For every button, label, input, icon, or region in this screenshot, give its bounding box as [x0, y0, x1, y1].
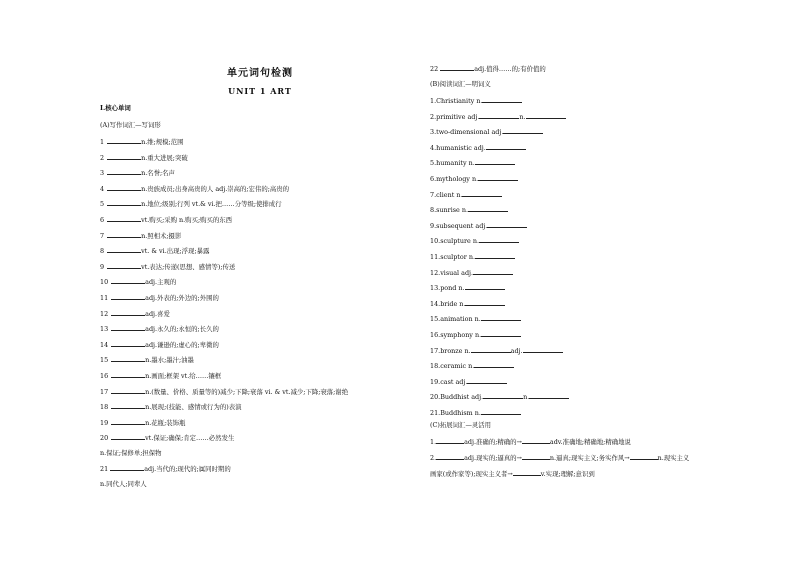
- item-word: animation: [440, 315, 473, 324]
- item-number: 4: [100, 184, 105, 193]
- right-item-21: 21.Buddhism n.: [430, 408, 521, 417]
- item-number: 15: [430, 315, 439, 324]
- answer-blank[interactable]: [111, 387, 145, 394]
- item-number: 11: [100, 294, 109, 302]
- right-item-20: 20.Buddhist adj. n.: [430, 392, 569, 401]
- item-definition: n.照相术;摄影: [141, 231, 182, 240]
- item-number: 7: [430, 190, 435, 199]
- part-of-speech: n.: [474, 409, 481, 417]
- answer-blank[interactable]: [465, 283, 505, 290]
- item-number: 1: [100, 138, 105, 146]
- answer-blank[interactable]: [478, 174, 518, 181]
- item-word: bride: [440, 299, 458, 308]
- item-number: 2: [100, 153, 105, 162]
- item-definition: adj.谦逊的;虚心的;卑微的: [145, 340, 219, 349]
- answer-blank[interactable]: [107, 262, 141, 269]
- item-definition: adj.准确的;精确的→: [464, 438, 522, 446]
- right-item-19: 19.cast adj.: [430, 377, 507, 386]
- item-number: 12: [100, 309, 109, 318]
- subsection-writing: (A)写作词汇—写词形: [100, 121, 161, 129]
- left-item-4: [100, 184, 289, 193]
- right-item-14: 14.bride n.: [430, 299, 505, 308]
- right-item-3: 3.two-dimensional adj.: [430, 127, 543, 136]
- item-number: 7: [100, 231, 105, 240]
- extension-item-2: 2. adj.现实的;逼真的→ n.逼真;现实主义;务实作风→ n.现实主义: [430, 454, 690, 462]
- item-word: client: [436, 190, 455, 199]
- part-of-speech: n.: [468, 159, 475, 168]
- left-item-1: [100, 137, 184, 146]
- item-word: cast: [440, 377, 454, 386]
- answer-blank[interactable]: [474, 361, 514, 368]
- answer-blank[interactable]: [483, 392, 523, 399]
- answer-blank[interactable]: [107, 231, 141, 238]
- item-number: 14: [100, 340, 109, 349]
- answer-blank[interactable]: [481, 330, 521, 337]
- item-number: 6: [100, 216, 105, 224]
- left-item-8: [100, 246, 209, 255]
- left-item-13: [100, 324, 219, 333]
- answer-blank[interactable]: [107, 153, 141, 160]
- left-item-14: [100, 340, 219, 349]
- item-number: 9: [100, 262, 105, 271]
- item-number: 17: [430, 346, 439, 355]
- answer-blank[interactable]: [479, 236, 519, 243]
- right-item-8: 8.sunrise n.: [430, 205, 508, 214]
- part-of-speech: adj.: [461, 268, 474, 277]
- answer-blank[interactable]: [522, 437, 550, 444]
- item-word: sunrise: [436, 206, 460, 215]
- item-definition: n.名誉;名声: [141, 169, 175, 178]
- right-item-1: 1.Christianity n.: [430, 96, 522, 105]
- left-item-11: [100, 293, 219, 302]
- item-number: 1: [430, 438, 435, 446]
- right-item-17: 17.bronze n. adj.: [430, 346, 563, 355]
- answer-blank[interactable]: [462, 190, 502, 197]
- answer-blank[interactable]: [111, 293, 145, 300]
- right-item-7: 7.client n.: [430, 190, 502, 199]
- right-item-18: 18.ceramic n.: [430, 361, 514, 370]
- item-number: 14: [430, 299, 439, 308]
- answer-blank[interactable]: [475, 252, 515, 259]
- left-item-9: [100, 262, 235, 271]
- left-item-2: [100, 153, 188, 162]
- item-number: 19: [430, 377, 439, 386]
- answer-blank[interactable]: [468, 205, 508, 212]
- item-word: sculpture: [440, 237, 471, 246]
- item-number: 11: [430, 253, 439, 261]
- answer-blank[interactable]: [107, 184, 141, 191]
- item-definition: n.重大进展;突破: [141, 153, 188, 162]
- answer-blank[interactable]: [107, 168, 141, 175]
- item-number: 16: [100, 372, 109, 380]
- item-number: 12: [430, 268, 439, 277]
- answer-blank[interactable]: [111, 433, 145, 440]
- answer-blank[interactable]: [467, 377, 507, 384]
- right-item-15: 15.animation n.: [430, 314, 521, 323]
- part-of-speech: adj.: [491, 128, 504, 137]
- part-of-speech: adj.: [471, 393, 484, 402]
- item-number: 10: [430, 237, 439, 246]
- item-definition: adj.值得……的;有价值的: [474, 65, 546, 73]
- answer-blank[interactable]: [529, 392, 569, 399]
- left-item-6: [100, 215, 232, 224]
- answer-blank[interactable]: [111, 324, 145, 331]
- answer-blank[interactable]: [107, 137, 141, 144]
- item-definition: n.贵族成员;出身高贵的人 adj.崇高的;宏伟的;高贵的: [141, 184, 290, 193]
- item-word: subsequent: [436, 221, 474, 230]
- right-item-2: 2.primitive adj. n.: [430, 112, 566, 121]
- left-item-16: [100, 371, 221, 380]
- part-of-speech: n.: [523, 393, 530, 402]
- answer-blank[interactable]: [111, 309, 145, 316]
- right-item-10: 10.sculpture n.: [430, 236, 519, 245]
- answer-blank[interactable]: [111, 402, 145, 409]
- answer-blank[interactable]: [503, 127, 543, 134]
- item-definition: n.花瓶;装饰瓶: [145, 418, 186, 427]
- item20-continued: n.保证;保修单;担保物: [100, 449, 162, 457]
- item-number: 22: [430, 65, 439, 73]
- part-of-speech: n.: [476, 97, 483, 105]
- extension-item-1: 1. adj.准确的;精确的→ adv.准确地;精确地;精确地说: [430, 438, 631, 446]
- answer-blank[interactable]: [111, 418, 145, 425]
- left-item-19: [100, 418, 185, 427]
- left-item-3: [100, 168, 175, 177]
- right-item-5: 5.humanity n.: [430, 158, 515, 167]
- answer-blank[interactable]: [481, 408, 521, 415]
- item-word: ceramic: [440, 362, 467, 371]
- answer-blank[interactable]: [111, 355, 145, 362]
- item-definition: n.画面;框架 vt.给……镶框: [145, 372, 222, 380]
- answer-blank[interactable]: [630, 453, 658, 460]
- item-definition: n.现实主义: [657, 454, 690, 462]
- right-item-4: 4.humanistic adj.: [430, 143, 526, 152]
- item-number: 2: [430, 112, 435, 121]
- right-item-6: 6.mythology n.: [430, 174, 518, 183]
- part-of-speech: n.: [472, 237, 480, 246]
- item-number: 5: [430, 159, 435, 168]
- item-number: 3: [100, 169, 105, 178]
- item-definition: n.(数量、价格、质量等的)减少;下降;衰落 vi. & vt.减少;下降;衰落;谢绝: [145, 387, 349, 396]
- item-number: 3: [430, 128, 435, 137]
- item-definition: n.地位;级别;行列 vt.& vi.把……分等级;使排成行: [141, 200, 282, 209]
- item-number: 8: [100, 247, 105, 256]
- part-of-speech: n.: [458, 284, 465, 293]
- item-word: primitive: [436, 112, 466, 121]
- answer-blank[interactable]: [526, 112, 566, 119]
- answer-blank[interactable]: [523, 346, 563, 353]
- part-of-speech: n.: [474, 315, 481, 324]
- part-of-speech: n.: [471, 175, 479, 183]
- item-word: two-dimensional: [436, 128, 490, 137]
- item-definition: vt.表达;传递(思想、感情等);传送: [141, 262, 236, 271]
- answer-blank[interactable]: [111, 371, 145, 378]
- item-definition: vt. & vi.出现;浮现;暴露: [141, 247, 210, 256]
- item-word: humanity: [436, 159, 467, 168]
- item-number: 20: [430, 393, 439, 402]
- left-item-7: [100, 231, 181, 240]
- right-item-16: 16.symphony n.: [430, 330, 521, 339]
- extension-item-2-continued: [430, 469, 595, 478]
- item-definition: 画家(或作家等);现实主义者→: [430, 470, 513, 478]
- item-number: 13: [100, 325, 109, 334]
- item-number: 15: [100, 356, 109, 365]
- answer-blank[interactable]: [513, 469, 541, 476]
- part-of-speech: n.: [459, 299, 466, 308]
- left-item-5: [100, 199, 282, 208]
- part-of-speech: n.: [474, 331, 482, 339]
- item-word: visual: [440, 268, 460, 277]
- item-number: 21: [100, 465, 109, 473]
- answer-blank[interactable]: [522, 453, 550, 460]
- item-number: 18: [100, 403, 109, 412]
- answer-blank[interactable]: [487, 221, 527, 228]
- item-word: humanistic: [436, 143, 472, 152]
- subsection-extension: (C)拓展词汇—灵活用: [430, 421, 492, 429]
- item-definition: v.实现;理解;意识到: [540, 470, 595, 478]
- answer-blank[interactable]: [465, 299, 505, 306]
- part-of-speech: n.: [468, 362, 475, 371]
- item-word: pond: [440, 284, 457, 293]
- item-number: 5: [100, 200, 105, 209]
- left-item-20: [100, 433, 234, 442]
- item-word: bronze: [440, 346, 463, 355]
- answer-blank[interactable]: [482, 96, 522, 103]
- part-of-speech: adj.: [467, 112, 480, 121]
- right-item-11: 11.sculptor n.: [430, 252, 515, 261]
- part-of-speech: n.: [468, 253, 475, 261]
- left-item-12: [100, 309, 170, 318]
- answer-blank[interactable]: [110, 464, 144, 471]
- left-item-17: [100, 387, 348, 396]
- item-definition: adj.永久的;永恒的;长久的: [145, 325, 219, 334]
- answer-blank[interactable]: [107, 246, 141, 253]
- item-definition: adj.喜爱: [145, 309, 170, 318]
- item-word: sculptor: [440, 253, 467, 261]
- item-definition: n.维;规模;范围: [141, 138, 184, 146]
- subsection-reading: (B)阅读词汇—明词义: [430, 80, 491, 88]
- item-definition: adj.主观的: [145, 278, 177, 287]
- item-number: 19: [100, 418, 109, 427]
- item-definition: adj.现实的;逼真的→: [464, 454, 522, 462]
- answer-blank[interactable]: [486, 143, 526, 150]
- item-definition: vt.保证;确保;肯定……必然发生: [145, 434, 235, 443]
- answer-blank[interactable]: [111, 277, 145, 284]
- item-number: 8: [430, 206, 435, 215]
- item-number: 13: [430, 284, 439, 293]
- answer-blank[interactable]: [111, 340, 145, 347]
- part-of-speech: adj.: [473, 143, 486, 152]
- part-of-speech: adj.: [455, 377, 468, 386]
- page-title: 单元词句检测: [227, 68, 293, 79]
- answer-blank[interactable]: [473, 268, 513, 275]
- item-word: Buddhist: [440, 393, 470, 402]
- answer-blank[interactable]: [107, 215, 141, 222]
- part-of-speech: n.: [519, 112, 526, 121]
- item-word: symphony: [440, 331, 473, 339]
- item-definition: adj.外表的;外边的;外围的: [145, 294, 219, 302]
- item-number: 17: [100, 387, 109, 396]
- item-definition: n.逼真;现实主义;务实作风→: [549, 454, 630, 462]
- part-of-speech: adj.: [475, 221, 488, 230]
- part-of-speech: n.: [456, 190, 463, 199]
- left-item-15: [100, 355, 194, 364]
- item21-continued: n.同代人;同辈人: [100, 480, 147, 488]
- right-item-12: 12.visual adj.: [430, 268, 513, 277]
- unit-heading: UNIT 1 ART: [228, 86, 292, 96]
- item-word: mythology: [436, 175, 470, 183]
- item-number: 10: [100, 278, 109, 287]
- left-item-18: [100, 402, 242, 411]
- answer-blank[interactable]: [479, 112, 519, 119]
- item-definition: n.墨水;墨汁;油墨: [145, 356, 194, 365]
- answer-blank[interactable]: [481, 314, 521, 321]
- item-number: 21: [430, 409, 439, 417]
- answer-blank[interactable]: [440, 64, 474, 71]
- right-item-13: 13.pond n.: [430, 283, 505, 292]
- item-number: 6: [430, 175, 435, 183]
- item-word: Christianity: [436, 97, 475, 105]
- answer-blank[interactable]: [436, 453, 464, 460]
- answer-blank[interactable]: [436, 437, 464, 444]
- part-of-speech: adj.: [510, 346, 523, 355]
- item-number: 9: [430, 221, 435, 230]
- item-definition: adj.当代的;现代的;属同时期的: [144, 465, 231, 473]
- item-definition: adv.准确地;精确地;精确地说: [549, 438, 631, 446]
- left-item-10: [100, 277, 176, 286]
- answer-blank[interactable]: [471, 346, 511, 353]
- item-definition: n.展现;(技能、感情或行为的)表演: [145, 403, 242, 412]
- item-word: Buddhism: [440, 409, 473, 417]
- item-definition: vt.购买;采购 n.购买;购买的东西: [141, 216, 233, 224]
- section-core-words: Ⅰ.核心单词: [100, 104, 131, 112]
- right-item-22: [430, 64, 546, 73]
- item-number: 20: [100, 434, 109, 443]
- item-number: 2: [430, 454, 435, 462]
- answer-blank[interactable]: [475, 158, 515, 165]
- part-of-speech: n.: [461, 206, 468, 215]
- part-of-speech: n.: [464, 346, 471, 355]
- left-item-21: [100, 464, 231, 473]
- item-number: 16: [430, 331, 439, 339]
- item-number: 18: [430, 362, 439, 371]
- item-number: 1: [430, 97, 435, 105]
- right-item-9: 9.subsequent adj.: [430, 221, 527, 230]
- answer-blank[interactable]: [107, 199, 141, 206]
- item-number: 4: [430, 143, 435, 152]
